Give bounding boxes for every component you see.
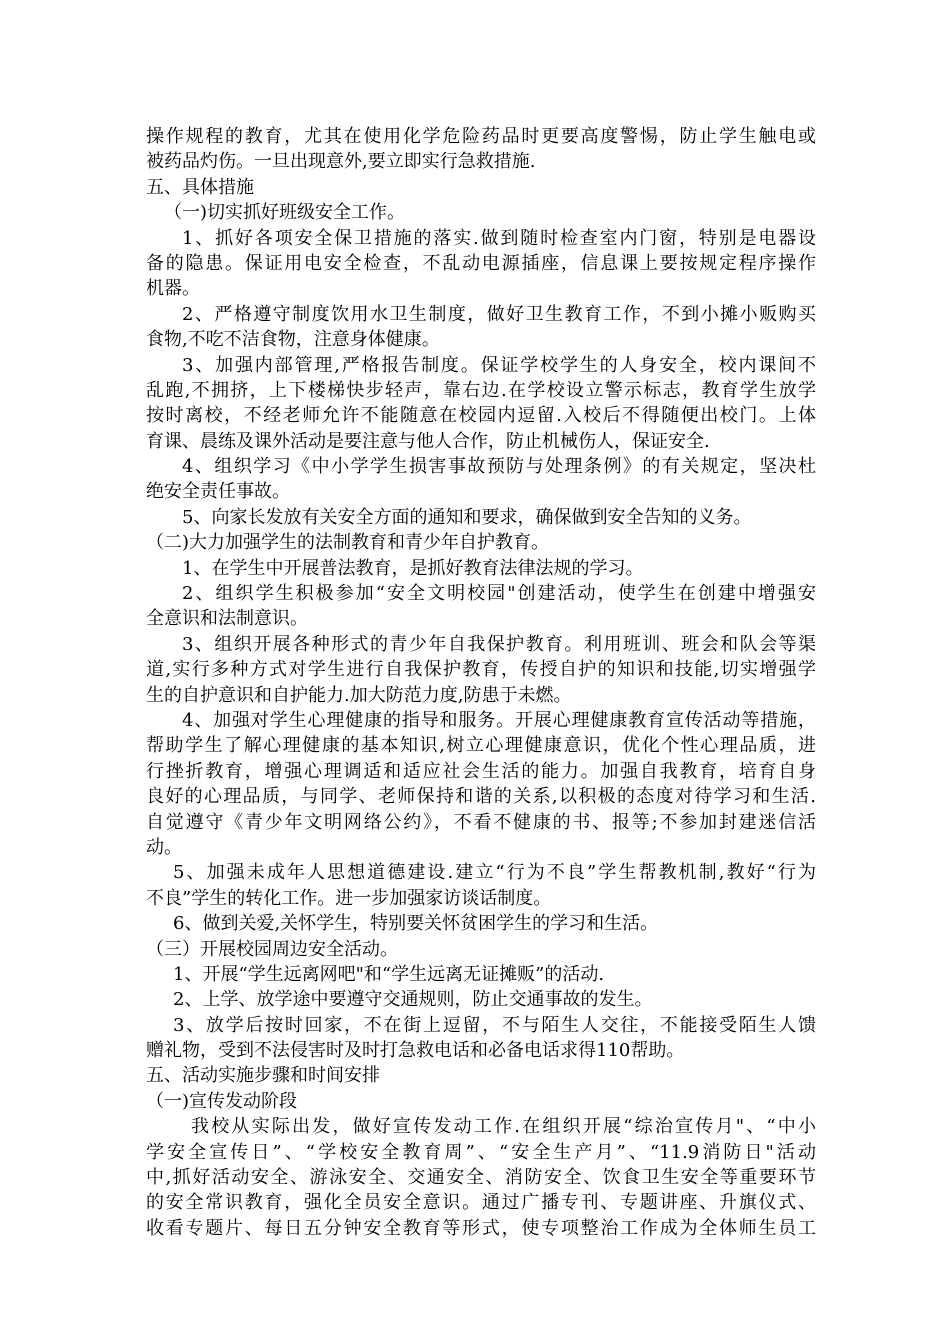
text-line: 机器。 <box>146 278 200 300</box>
text-line: 绝安全责任事故。 <box>146 481 290 503</box>
text-line: 动。 <box>146 836 182 858</box>
text-line: 自觉遵守《青少年文明网络公约》，不看不健康的书、报等;不参加封建迷信活 <box>146 811 816 833</box>
section-heading: 五、具体措施 <box>146 176 254 198</box>
section-heading: 五、活动实施步骤和时间安排 <box>146 1065 380 1087</box>
text-line: 备的隐患。保证用电安全检查，不乱动电源插座，信息课上要按规定程序操作 <box>146 252 816 274</box>
text-line: 生的自护意识和自护能力.加大防范力度,防患于未燃。 <box>146 684 572 706</box>
text-line: 1、在学生中开展普法教育，是抓好教育法律法规的学习。 <box>182 557 644 579</box>
text-line: 乱跑,不拥挤，上下楼梯快步轻声，靠右边.在学校设立警示标志，教育学生放学 <box>146 379 816 401</box>
subsection-heading: （二)大力加强学生的法制教育和青少年自护教育。 <box>146 532 550 554</box>
text-line: 1、抓好各项安全保卫措施的落实.做到随时检查室内门窗，特别是电器设 <box>182 227 816 249</box>
text-line: 道,实行多种方式对学生进行自我保护教育，传授自护的知识和技能,切实增强学 <box>146 659 816 681</box>
text-line: 良好的心理品质，与同学、老师保持和谐的关系,以积极的态度对待学习和生活. <box>146 786 816 808</box>
text-line: 不良”学生的转化工作。进一步加强家访谈话制度。 <box>146 887 552 909</box>
text-line: 5、向家长发放有关安全方面的通知和要求，确保做到安全告知的义务。 <box>182 506 752 528</box>
text-line: 4、加强对学生心理健康的指导和服务。开展心理健康教育宣传活动等措施， <box>182 709 816 731</box>
text-line: 3、组织开展各种形式的青少年自我保护教育。利用班训、班会和队会等渠 <box>182 633 816 655</box>
text-line: 按时离校，不经老师允许不能随意在校园内逗留.入校后不得随便出校门。上体 <box>146 405 816 427</box>
text-line: 5、加强未成年人思想道德建设.建立“行为不良”学生帮教机制,教好“行为 <box>173 862 816 884</box>
text-line: 食物,不吃不洁食物，注意身体健康。 <box>146 329 440 351</box>
text-line: 2、上学、放学途中要遵守交通规则，防止交通事故的发生。 <box>173 989 653 1011</box>
text-line: 育课、晨练及课外活动是要注意与他人合作，防止机械伤人，保证安全. <box>146 430 710 452</box>
text-line: 收看专题片、每日五分钟安全教育等形式，使专项整治工作成为全体师生员工 <box>146 1217 816 1239</box>
text-line: 2、严格遵守制度饮用水卫生制度，做好卫生教育工作，不到小摊小贩购买 <box>182 303 816 325</box>
text-line: 3、放学后按时回家，不在街上逗留，不与陌生人交往，不能接受陌生人馈 <box>173 1014 816 1036</box>
text-line: 的安全常识教育，强化全员安全意识。通过广播专刊、专题讲座、升旗仪式、 <box>146 1192 816 1214</box>
subsection-heading: （一)切实抓好班级安全工作。 <box>164 202 406 224</box>
text-line: 全意识和法制意识。 <box>146 608 308 630</box>
text-line: 学安全宣传日”、“学校安全教育周”、“安全生产月”、“11.9消防日"活动 <box>146 1141 816 1163</box>
text-line: 6、做到关爱,关怀学生，特别要关怀贫困学生的学习和生活。 <box>173 913 659 935</box>
text-line: 2、组织学生积极参加“安全文明校园"创建活动，使学生在创建中增强安 <box>182 583 816 605</box>
text-line: 行挫折教育，增强心理调适和适应社会生活的能力。加强自我教育，培育自身 <box>146 760 816 782</box>
text-line: 操作规程的教育，尤其在使用化学危险药品时更要高度警惕，防止学生触电或 <box>146 126 816 147</box>
text-line: 1、开展“学生远离网吧"和“学生远离无证摊贩”的活动. <box>173 963 605 985</box>
text-line: 帮助学生了解心理健康的基本知识,树立心理健康意识，优化个性心理品质，进 <box>146 735 816 757</box>
text-line: 3、加强内部管理,严格报告制度。保证学校学生的人身安全，校内课间不 <box>182 354 816 376</box>
text-line: 被药品灼伤。一旦出现意外,要立即实行急救措施. <box>146 151 536 173</box>
text-line: 赠礼物，受到不法侵害时及时打急救电话和必备电话求得110帮助。 <box>146 1040 685 1062</box>
text-line: 中,抓好活动安全、游泳安全、交通安全、消防安全、饮食卫生安全等重要环节 <box>146 1167 816 1189</box>
text-line: 我校从实际出发，做好宣传发动工作.在组织开展“综治宣传月"、“中小 <box>191 1116 816 1138</box>
text-line: 4、组织学习《中小学学生损害事故预防与处理条例》的有关规定，坚决杜 <box>182 456 816 478</box>
subsection-heading: （三）开展校园周边安全活动。 <box>146 938 398 960</box>
document-body <box>146 124 816 1241</box>
subsection-heading: （一)宣传发动阶段 <box>146 1090 298 1112</box>
